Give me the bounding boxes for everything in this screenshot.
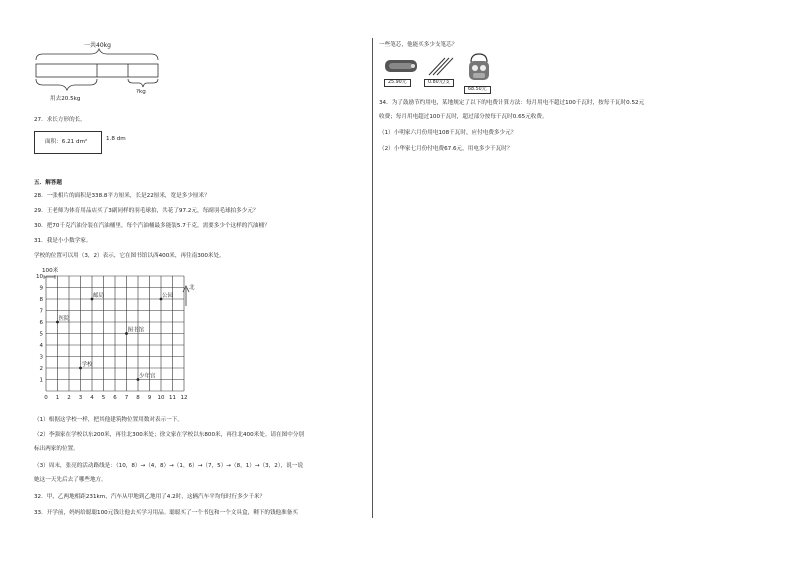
- q27-text: 27．求长方形的长。: [34, 117, 86, 123]
- pencil-case-icon: [383, 56, 419, 76]
- q31-part1: （1）根据这学校一样，把其他建筑物位置用数对表示一下。: [34, 417, 183, 423]
- grid-scale-label: 100米: [42, 268, 59, 274]
- x-tick-label: 0: [44, 395, 48, 401]
- q29-text: 29．王老师为体育用品店买了3副同样的羽毛球拍，共花了97.2元，每副羽毛球拍多少元？: [34, 208, 259, 214]
- q31-part3a: （3）周末，张亮的活动路线是：（10，8）→（4，8）→（1，6）→（7，5）→（8，1）→（3，2），说一说: [34, 463, 304, 469]
- x-tick-label: 8: [136, 395, 140, 401]
- pencil-case-price: 25.90元: [384, 79, 411, 87]
- q31-intro: 学校的位置可以用（3，2）表示，它在图书馆以西400米，再往南300米处。: [34, 253, 225, 259]
- north-label: 北: [189, 285, 195, 291]
- y-tick-label: 10: [36, 274, 43, 280]
- y-tick-label: 1: [39, 377, 43, 384]
- y-tick-label: 9: [39, 285, 43, 292]
- section-title: 五．解答题: [34, 180, 62, 186]
- schoolbag-price: 68.50元: [464, 86, 491, 94]
- q27-area-label: 面积：6.21 dm²: [45, 139, 88, 145]
- q33-continued: 一些笔芯，他能买多少支笔芯？: [379, 42, 458, 48]
- place-label: 邮局: [93, 293, 105, 299]
- q30-text: 30．把70千克汽油分装在汽油桶里，每个汽油桶最多能装5.7千克，需要多少个这样的汽油桶？: [34, 223, 270, 229]
- y-tick-label: 7: [39, 308, 43, 315]
- place-label: 少年宫: [139, 373, 156, 380]
- q31-part2b: 标出两家的位置。: [34, 446, 79, 452]
- q34-text-cont: 收费；每月用电超过100千瓦时，超过部分按每千瓦时0.65元收费。: [379, 114, 548, 120]
- y-tick-label: 6: [39, 320, 43, 326]
- x-tick-label: 3: [78, 395, 83, 401]
- schoolbag-icon: [466, 52, 492, 82]
- column-divider: [372, 38, 373, 518]
- place-label: 医院: [58, 316, 70, 322]
- y-tick-label: 2: [39, 366, 43, 372]
- x-tick-label: 6: [113, 395, 117, 401]
- x-tick-label: 4: [90, 395, 94, 401]
- q33-text: 33．开学前，妈妈给聪聪100元钱让他去买学习用品。聪聪买了一个书包和一个文具盒，剩下的钱他准备买: [34, 510, 298, 516]
- q31-part3b: 她这一天先后去了哪些地方。: [34, 477, 107, 483]
- x-tick-label: 9: [147, 395, 152, 401]
- place-label: 学校: [81, 362, 93, 368]
- x-tick-label: 1: [55, 395, 60, 401]
- x-tick-label: 2: [67, 395, 71, 401]
- refill-price: 0.80元/支: [424, 79, 454, 87]
- bar-used-label: 用去20.5kg: [50, 96, 81, 102]
- place-label: 公园: [162, 293, 174, 299]
- coordinate-grid: [30, 272, 200, 412]
- q27-rectangle: [34, 131, 102, 154]
- y-tick-label: 3: [39, 354, 43, 361]
- q27-width-label: 1.8 dm: [106, 136, 126, 142]
- q34-part2: （2）小华家七月份付电费67.6元，用电多少千瓦时？: [379, 146, 513, 152]
- q32-text: 32．甲、乙两地相距231km，汽车从甲地到乙地用了4.2时，这辆汽车平均每时行多少千米？: [34, 494, 266, 500]
- refill-icon: [425, 55, 455, 77]
- x-tick-label: 7: [124, 395, 129, 401]
- q28-text: 28．一张相片的面积是338.8平方厘米，长是22厘米，宽是多少厘米？: [34, 193, 210, 199]
- x-tick-label: 5: [101, 395, 106, 401]
- place-label: 图书馆: [127, 327, 145, 334]
- q34-part1: （1）小明家六月份用电108千瓦时，应付电费多少元？: [379, 130, 517, 136]
- bar-unknown-label: ?kg: [136, 89, 146, 95]
- y-tick-label: 5: [39, 331, 43, 338]
- x-tick-label: 12: [180, 395, 188, 401]
- bar-total-label: 一共40kg: [84, 42, 111, 49]
- x-tick-label: 11: [169, 395, 176, 401]
- q31-part2a: （2）李强家在学校以东200米，再往北300米处；徐文家在学校以东800米，再往北400米处。请在图中分别: [34, 432, 305, 438]
- q31-text: 31．我是小小数学家。: [34, 238, 92, 244]
- q34-text: 34．为了鼓励节约用电，某地规定了以下的电费计算方法：每月用电不超过100千瓦时，按每千瓦时0.52元: [379, 100, 645, 106]
- y-tick-label: 8: [39, 297, 43, 303]
- y-tick-label: 4: [39, 343, 43, 349]
- x-tick-label: 10: [157, 395, 165, 401]
